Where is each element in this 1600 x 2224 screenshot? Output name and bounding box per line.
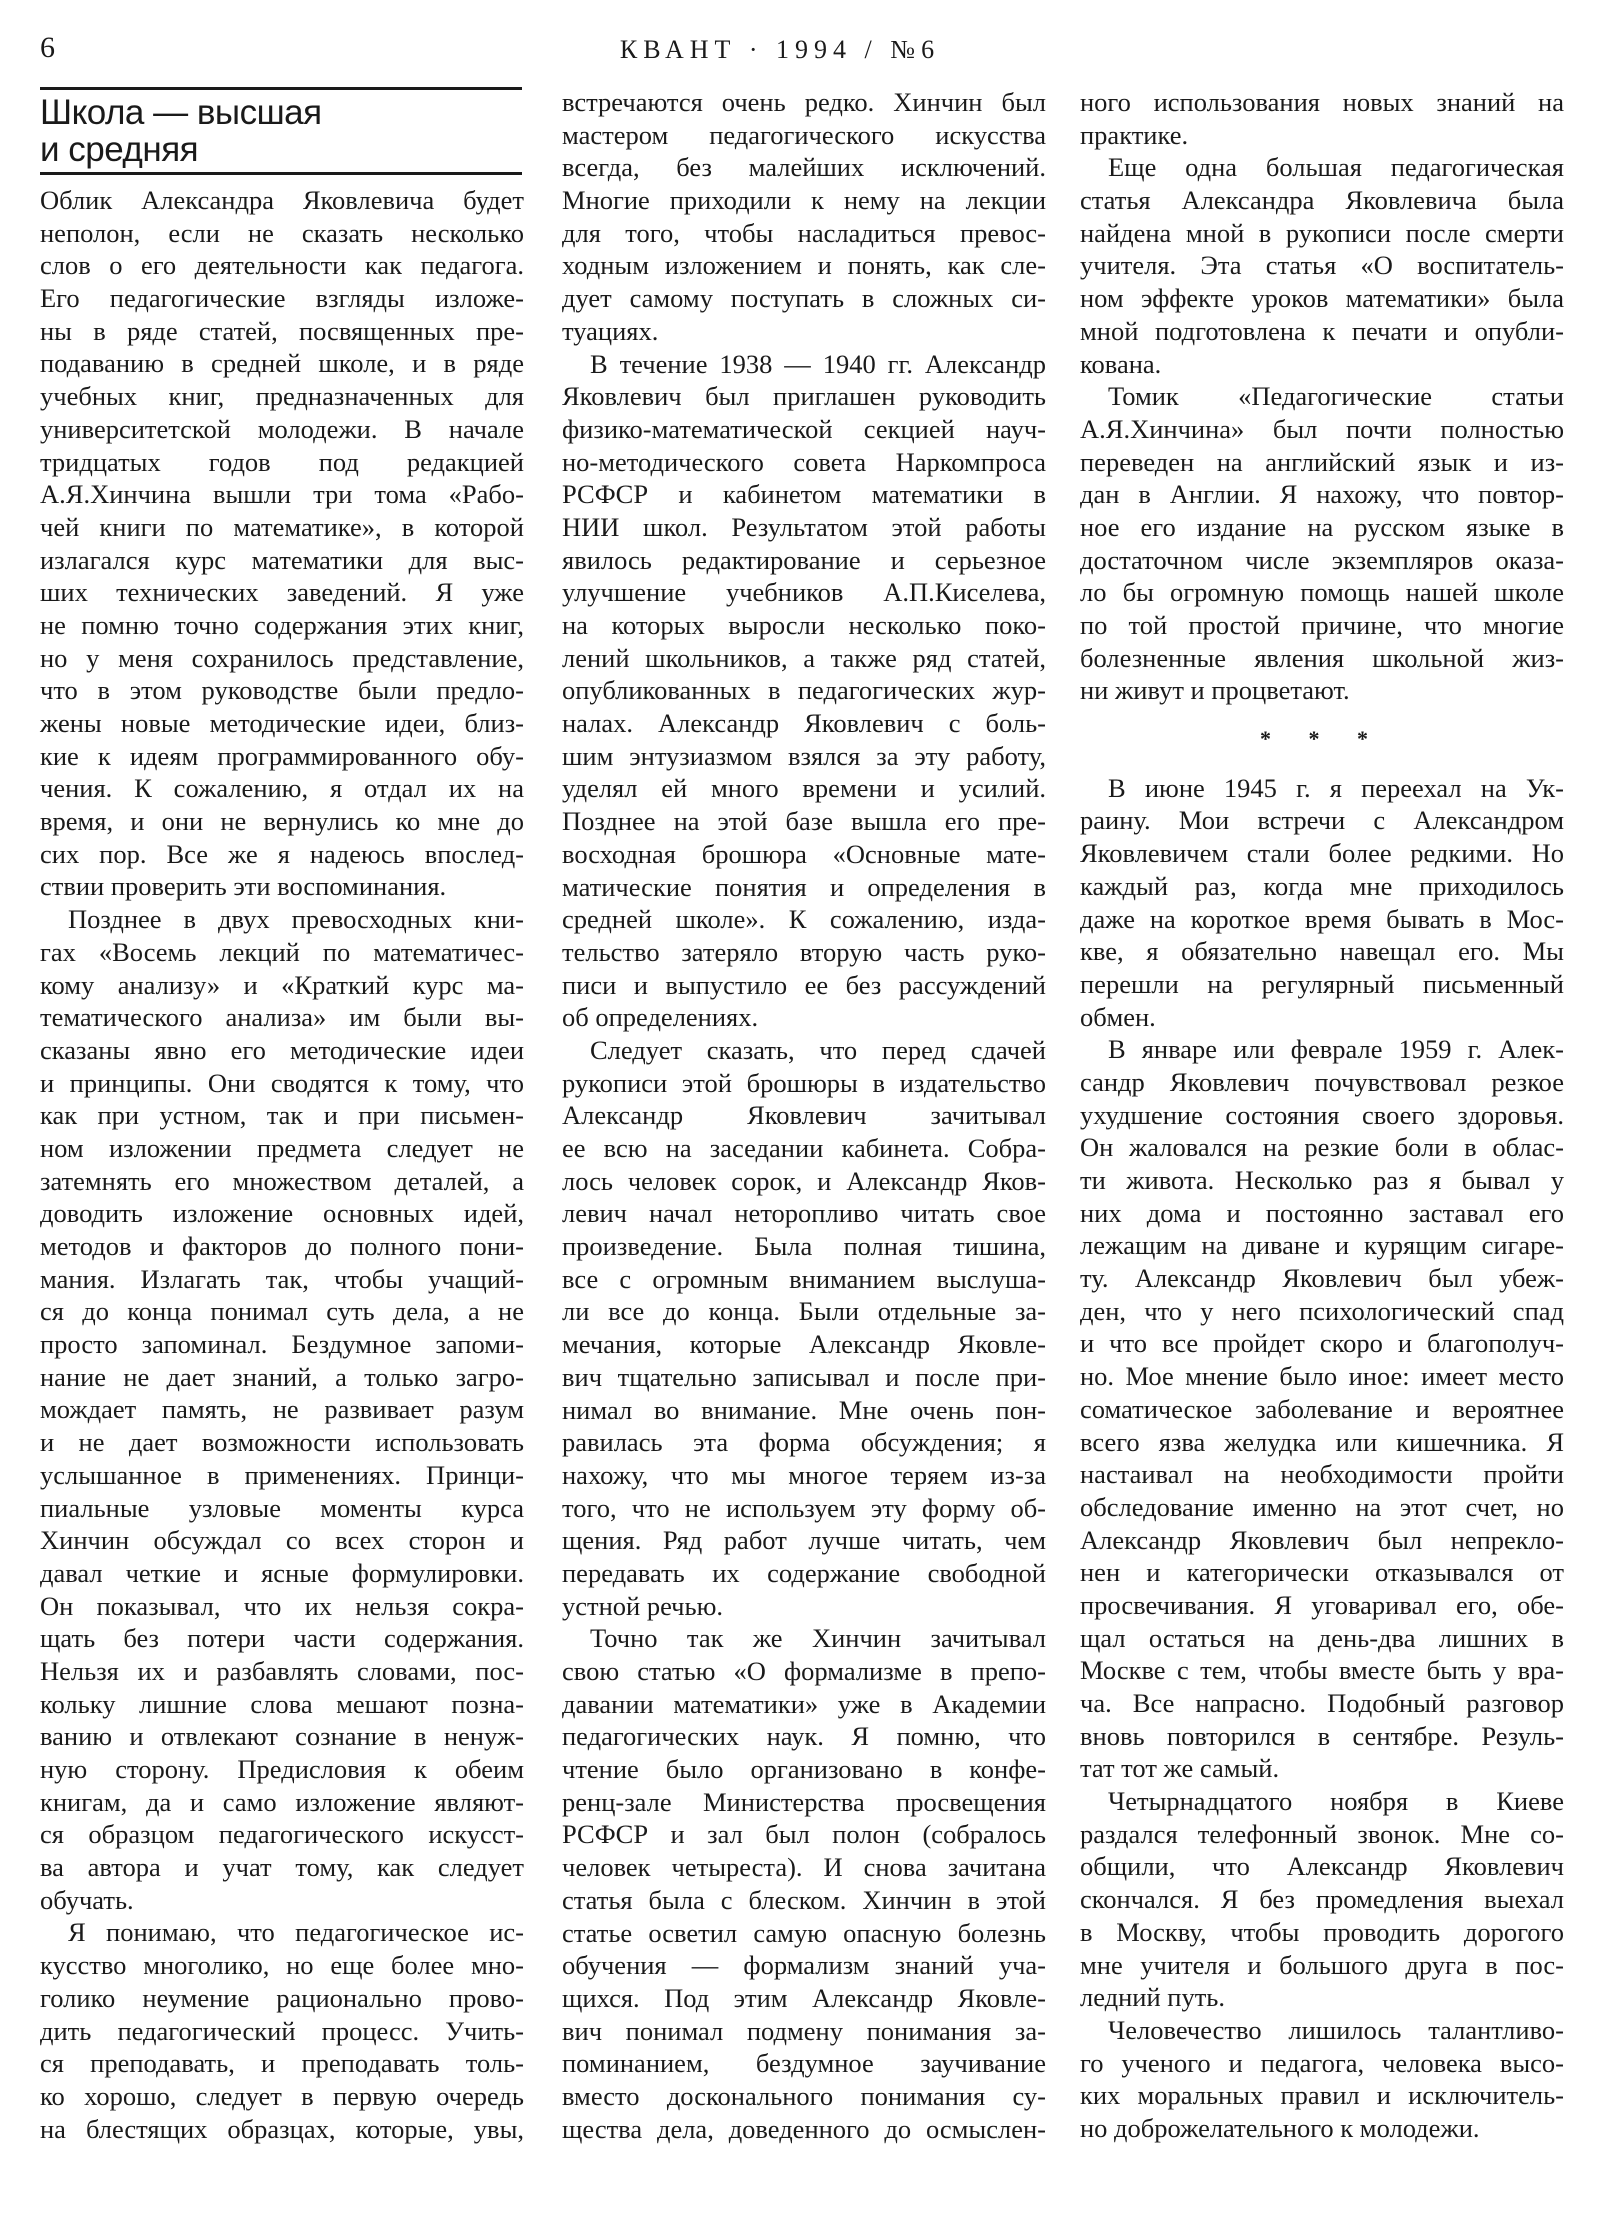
text-line: устной речью. xyxy=(562,1590,724,1621)
paragraph xyxy=(562,348,1046,1034)
text-line: дить педагогический процесс. Учить- xyxy=(40,2015,524,2046)
text-line: сказаны явно его методические идеи xyxy=(40,1034,524,1065)
text-line: чей книги по математике», в которой xyxy=(40,511,524,542)
text-line: найдена мной в рукописи после смерти xyxy=(1080,217,1564,248)
text-line: Нельзя их и разбавлять словами, пос- xyxy=(40,1655,524,1686)
paragraph xyxy=(1080,151,1564,380)
text-line: равилась эта форма обсуждения; я xyxy=(562,1427,1046,1458)
text-line: Яковлевич был приглашен руководить xyxy=(562,381,1046,412)
text-line: настаивал на необходимости пройти xyxy=(1080,1459,1564,1490)
text-line: щать без потери части содержания. xyxy=(40,1623,524,1654)
title-rule-bottom xyxy=(40,172,522,175)
text-line: учебных книг, предназначенных для xyxy=(40,381,524,412)
article-title-line: и средняя xyxy=(40,130,199,169)
text-line: статья была с блеском. Хинчин в этой xyxy=(562,1884,1046,1915)
text-line: матические понятия и определения в xyxy=(562,871,1046,902)
text-line: щал остаться на день-два лишних в xyxy=(1080,1622,1564,1653)
text-line: но у меня сохранилось представление, xyxy=(40,642,524,673)
text-line: каждый раз, когда мне приходилось xyxy=(1080,870,1564,901)
text-line: ренц-зале Министерства просвещения xyxy=(562,1786,1046,1817)
text-line: но-методического совета Наркомпроса xyxy=(562,446,1046,477)
text-line: ти живота. Несколько раз я бывал у xyxy=(1080,1165,1564,1195)
text-line: тельство затеряло вторую часть руко- xyxy=(562,936,1046,967)
text-line: скончался. Я без промедления выехал xyxy=(1080,1884,1564,1915)
text-line: для того, чтобы насладиться превос- xyxy=(562,217,1046,248)
text-line: давании математики» уже в Академии xyxy=(562,1688,1046,1719)
text-line: кие к идеям программированного обу- xyxy=(40,740,524,771)
text-line: Александр Яковлевич зачитывал xyxy=(562,1100,1046,1131)
text-line: жены новые методические идеи, близ- xyxy=(40,708,524,738)
text-line: передавать их содержание свободной xyxy=(562,1557,1046,1588)
text-line: доводить изложение основных идей, xyxy=(40,1198,524,1229)
text-line: В июне 1945 г. я переехал на Ук- xyxy=(1108,772,1564,803)
text-line: Следует сказать, что перед сдачей xyxy=(590,1034,1046,1065)
text-line: практике. xyxy=(1080,119,1189,150)
text-line: того, что не используем эту форму об- xyxy=(562,1492,1046,1523)
text-line: ухудшение состояния своего здоровья. xyxy=(1080,1099,1564,1130)
section-separator: * * * xyxy=(1260,726,1384,752)
text-line: давал четкие и ясные формулировки. xyxy=(40,1557,524,1588)
text-line: ло бы огромную помощь нашей школе xyxy=(1080,577,1564,608)
text-line: ни живут и процветают. xyxy=(1080,675,1350,706)
text-line: дует самому поступать в сложных си- xyxy=(562,283,1046,314)
text-line: вновь повторился в сентябре. Резуль- xyxy=(1080,1720,1564,1751)
text-line: ного использования новых знаний на xyxy=(1080,87,1564,117)
running-head: КВАНТ · 1994 / №6 xyxy=(619,35,941,64)
text-column-1 xyxy=(40,184,524,2145)
text-line: Позднее на этой базе вышла его пре- xyxy=(562,806,1046,837)
text-line: в Москву, чтобы проводить дорогого xyxy=(1080,1916,1564,1947)
text-line: рукописи этой брошюры в издательство xyxy=(562,1067,1046,1098)
text-line: Яковлевичем стали более редкими. Но xyxy=(1080,838,1564,869)
paragraph xyxy=(40,903,524,1916)
text-line: средней школе». К сожалению, изда- xyxy=(562,904,1046,935)
text-line: ном эффекте уроков математики» была xyxy=(1080,283,1564,314)
text-line: всегда, без малейших исключений. xyxy=(562,152,1046,183)
text-line: ден, что у него психологический спад xyxy=(1080,1295,1564,1326)
text-line: ко хорошо, следует в первую очередь xyxy=(40,2080,524,2111)
text-line: но доброжелательного к молодежи. xyxy=(1080,2112,1480,2143)
text-line: как при устном, так и при письмен- xyxy=(40,1100,524,1131)
text-line: Я понимаю, что педагогическое ис- xyxy=(68,1917,524,1948)
text-line: вич тщательно записывал и после при- xyxy=(562,1361,1046,1392)
text-line: перешли на регулярный письменный xyxy=(1080,968,1564,999)
text-line: лежащим на диване и курящим сигаре- xyxy=(1080,1230,1564,1261)
text-line: Еще одна большая педагогическая xyxy=(1108,152,1564,183)
text-line: вич понимал подмену понимания за- xyxy=(562,2015,1046,2046)
text-line: ли все до конца. Были отдельные за- xyxy=(562,1296,1046,1327)
text-line: раину. Мои встречи с Александром xyxy=(1080,805,1564,836)
text-line: неполон, если не сказать несколько xyxy=(40,217,524,248)
text-line: обучать. xyxy=(40,1884,134,1915)
text-line: НИИ школ. Результатом этой работы xyxy=(562,511,1046,542)
text-line: ся преподавать, и преподавать толь- xyxy=(40,2048,524,2079)
text-column-2 xyxy=(562,86,1046,2145)
text-line: об определениях. xyxy=(562,1002,759,1033)
text-line: Облик Александра Яковлевича будет xyxy=(40,185,524,215)
paragraph xyxy=(1080,1785,1564,2014)
text-line: Он жаловался на резкие боли в облас- xyxy=(1080,1132,1564,1163)
text-line: общили, что Александр Яковлевич xyxy=(1080,1851,1564,1882)
text-line: свою статью «О формализме в препо- xyxy=(562,1656,1046,1686)
text-line: ее всю на заседании кабинета. Собра- xyxy=(562,1133,1046,1163)
paragraph xyxy=(1080,1033,1564,1785)
text-line: Позднее в двух превосходных кни- xyxy=(68,904,524,935)
text-line: ча. Все напрасно. Подобный разговор xyxy=(1080,1688,1564,1718)
text-line: физико-математической секцией науч- xyxy=(562,413,1046,444)
text-line: А.Я.Хинчина вышли три тома «Рабо- xyxy=(40,479,524,510)
paragraph xyxy=(40,184,524,903)
text-line: ту. Александр Яковлевич был убеж- xyxy=(1080,1263,1564,1294)
text-line: по той простой причине, что многие xyxy=(1080,610,1564,640)
text-line: кому анализу» и «Краткий курс ма- xyxy=(40,969,524,1000)
text-line: обследование именно на этот счет, но xyxy=(1080,1491,1564,1522)
text-line: Точно так же Хинчин зачитывал xyxy=(590,1623,1046,1654)
text-line: услышанное в применениях. Принци- xyxy=(40,1459,524,1490)
text-line: Хинчин обсуждал со всех сторон и xyxy=(40,1525,524,1556)
article-title-block xyxy=(40,87,522,175)
text-line: налах. Александр Яковлевич с боль- xyxy=(562,708,1046,739)
paragraph xyxy=(1080,86,1564,151)
text-line: улучшение учебников А.П.Киселева, xyxy=(562,577,1046,608)
text-line: Человечество лишилось талантливо- xyxy=(1108,2014,1564,2045)
text-line: писи и выпустило ее без рассуждений xyxy=(562,969,1046,1000)
text-line: Александр Яковлевич был непрекло- xyxy=(1080,1524,1564,1555)
text-line: что в этом руководстве были предло- xyxy=(40,675,524,706)
text-line: явилось редактирование и серьезное xyxy=(562,544,1046,575)
text-line: ся до конца понимал суть дела, а не xyxy=(40,1296,524,1327)
text-line: ся образцом педагогического искусст- xyxy=(40,1819,524,1850)
text-line: просвечивания. Я уговаривал его, обе- xyxy=(1080,1589,1564,1620)
text-line: соматическое заболевание и вероятнее xyxy=(1080,1393,1564,1424)
text-line: подаванию в средней школе, и в ряде xyxy=(40,348,524,379)
text-line: все с огромным вниманием выслуша- xyxy=(562,1263,1046,1294)
text-line: Томик «Педагогические статьи xyxy=(1108,381,1564,412)
text-line: сандр Яковлевич почувствовал резкое xyxy=(1080,1066,1564,1097)
text-line: кольку лишние слова мешают позна- xyxy=(40,1688,524,1719)
text-line: вместо досконального понимания су- xyxy=(562,2080,1046,2111)
text-line: ванию и отвлекают сознание в ненуж- xyxy=(40,1721,524,1752)
text-line: и не дает возможности использовать xyxy=(40,1427,524,1458)
text-line: на которых выросли несколько поко- xyxy=(562,610,1046,640)
text-line: и принципы. Они сводятся к тому, что xyxy=(40,1067,524,1098)
text-line: пиальные узловые моменты курса xyxy=(40,1492,524,1523)
text-line: достаточном числе экземпляров оказа- xyxy=(1080,544,1564,575)
text-line: ходным изложением и понять, как сле- xyxy=(562,250,1046,281)
text-line: чения. К сожалению, я отдал их на xyxy=(40,773,524,804)
text-line: В январе или феврале 1959 г. Алек- xyxy=(1108,1034,1564,1065)
text-line: восходная брошюра «Основные мате- xyxy=(562,838,1046,869)
text-line: переведен на английский язык и из- xyxy=(1080,446,1564,477)
text-line: встречаются очень редко. Хинчин был xyxy=(562,87,1046,117)
text-line: лений школьников, а также ряд статей, xyxy=(562,642,1046,673)
text-line: не помню точно содержания этих книг, xyxy=(40,609,524,640)
text-line: и что все пройдет скоро и благополуч- xyxy=(1080,1328,1564,1359)
text-line: обмен. xyxy=(1080,1001,1156,1032)
text-line: излагался курс математики для выс- xyxy=(40,544,524,575)
text-line: мечания, которые Александр Яковле- xyxy=(562,1329,1046,1360)
text-line: всего язва желудка или кишечника. Я xyxy=(1080,1426,1564,1457)
text-line: поминанием, бездумное заучивание xyxy=(562,2048,1046,2079)
text-line: человек четыреста). И снова зачитана xyxy=(562,1852,1046,1883)
text-line: книгам, да и само изложение являют- xyxy=(40,1786,524,1817)
text-line: мне учителя и большого друга в пос- xyxy=(1080,1949,1564,1980)
paragraph xyxy=(40,1916,524,2145)
text-line: Его педагогические взгляды изложе- xyxy=(40,283,524,314)
article-title xyxy=(40,90,522,172)
page-number: 6 xyxy=(40,31,55,64)
text-line: время, и они не вернулись ко мне до xyxy=(40,806,524,837)
text-line: университетской молодежи. В начале xyxy=(40,413,524,444)
text-line: сих пор. Все же я надеюсь впослед- xyxy=(40,838,524,869)
text-line: ную сторону. Предисловия к обеим xyxy=(40,1754,524,1784)
text-line: статья Александра Яковлевича была xyxy=(1080,185,1564,216)
text-line: го ученого и педагога, человека высо- xyxy=(1080,2047,1564,2078)
text-line: мождает память, не развивает разум xyxy=(40,1394,524,1425)
text-line: нимал во внимание. Мне очень пон- xyxy=(562,1394,1046,1425)
text-line: нание не дает знаний, а только загро- xyxy=(40,1361,524,1392)
text-line: ное его издание на русском языке в xyxy=(1080,511,1564,542)
text-line: гах «Восемь лекций по математичес- xyxy=(40,936,524,967)
text-column-3 xyxy=(1080,86,1564,2145)
text-line: методов и факторов до полного пони- xyxy=(40,1231,524,1261)
text-line: болезненные явления школьной жиз- xyxy=(1080,642,1564,673)
text-line: ших технических заведений. Я уже xyxy=(40,577,524,608)
paragraph xyxy=(562,1622,1046,2145)
text-line: дан в Англии. Я нахожу, что повтор- xyxy=(1080,479,1564,510)
text-line: раздался телефонный звонок. Мне со- xyxy=(1080,1818,1564,1849)
paragraph xyxy=(1080,380,1564,707)
text-line: кусство многолико, но еще более мно- xyxy=(40,1950,524,1981)
text-line: щихся. Под этим Александр Яковле- xyxy=(562,1982,1046,2013)
text-line: Четырнадцатого ноября в Киеве xyxy=(1108,1786,1564,1817)
text-line: щения. Ряд работ лучше читать, чем xyxy=(562,1525,1046,1556)
text-line: кве, я обязательно навещал его. Мы xyxy=(1080,936,1564,967)
text-line: обучения — формализм знаний уча- xyxy=(562,1950,1046,1981)
text-line: Многие приходили к нему на лекции xyxy=(562,185,1046,216)
text-line: шим энтузиазмом взялся за эту работу, xyxy=(562,740,1046,771)
text-line: РСФСР и кабинетом математики в xyxy=(562,479,1046,510)
text-line: тат тот же самый. xyxy=(1080,1753,1280,1784)
text-line: мной подготовлена к печати и опубли- xyxy=(1080,315,1564,346)
text-line: мания. Излагать так, чтобы учащий- xyxy=(40,1263,524,1294)
text-line: просто запоминал. Бездумное запоми- xyxy=(40,1329,524,1360)
text-line: слов о его деятельности как педагога. xyxy=(40,250,524,281)
text-line: кована. xyxy=(1080,348,1162,379)
text-line: ствии проверить эти воспоминания. xyxy=(40,871,447,902)
text-line: лось человек сорок, и Александр Яков- xyxy=(562,1165,1046,1196)
text-line: тематического анализа» им были вы- xyxy=(40,1002,524,1033)
text-line: уделял ей много времени и усилий. xyxy=(562,773,1046,804)
text-line: Москве с тем, чтобы вместе быть у вра- xyxy=(1080,1655,1564,1686)
text-line: А.Я.Хинчина» был почти полностью xyxy=(1080,413,1564,444)
text-line: статье осветил самую опасную болезнь xyxy=(562,1917,1046,1948)
text-line: ких моральных правил и исключитель- xyxy=(1080,2080,1564,2111)
text-line: педагогических наук. Я помню, что xyxy=(562,1721,1046,1752)
text-line: РСФСР и зал был полон (собралось xyxy=(562,1819,1046,1850)
text-line: Он показывал, что их нельзя сокра- xyxy=(40,1590,524,1621)
text-line: ном изложении предмета следует не xyxy=(40,1132,524,1163)
text-line: затемнять его множеством деталей, а xyxy=(40,1165,524,1196)
paragraph xyxy=(1080,2014,1564,2145)
text-line: мастером педагогического искусства xyxy=(562,119,1046,150)
text-line: ледний путь. xyxy=(1080,1982,1226,2013)
article-title-line: Школа — высшая xyxy=(40,93,322,132)
text-line: них дома и постоянно заставал его xyxy=(1080,1197,1564,1228)
text-line: щества дела, доведенного до осмыслен- xyxy=(562,2113,1046,2144)
paragraph xyxy=(1080,772,1564,1034)
text-line: нен и категорически отказывался от xyxy=(1080,1557,1564,1588)
paragraph xyxy=(562,86,1046,348)
text-line: нахожу, что мы многое теряем из-за xyxy=(562,1459,1046,1490)
text-line: произведение. Была полная тишина, xyxy=(562,1231,1046,1262)
text-line: но. Мое мнение было иное: имеет место xyxy=(1080,1361,1564,1392)
paragraph xyxy=(562,1034,1046,1622)
text-line: опубликованных в педагогических жур- xyxy=(562,675,1046,706)
text-line: ны в ряде статей, посвященных пре- xyxy=(40,315,524,346)
text-line: учителя. Эта статья «О воспитатель- xyxy=(1080,250,1564,281)
text-line: левич начал неторопливо читать свое xyxy=(562,1198,1046,1229)
text-line: ва автора и учат тому, как следует xyxy=(40,1852,524,1883)
text-line: В течение 1938 — 1940 гг. Александр xyxy=(590,348,1046,379)
text-line: даже на короткое время бывать в Мос- xyxy=(1080,903,1564,934)
text-line: голико неумение рационально прово- xyxy=(40,1982,524,2013)
text-line: чтение было организовано в конфе- xyxy=(562,1754,1046,1785)
text-line: тридцатых годов под редакцией xyxy=(40,446,524,477)
text-line: на блестящих образцах, которые, увы, xyxy=(40,2113,524,2144)
text-line: туациях. xyxy=(562,315,659,346)
